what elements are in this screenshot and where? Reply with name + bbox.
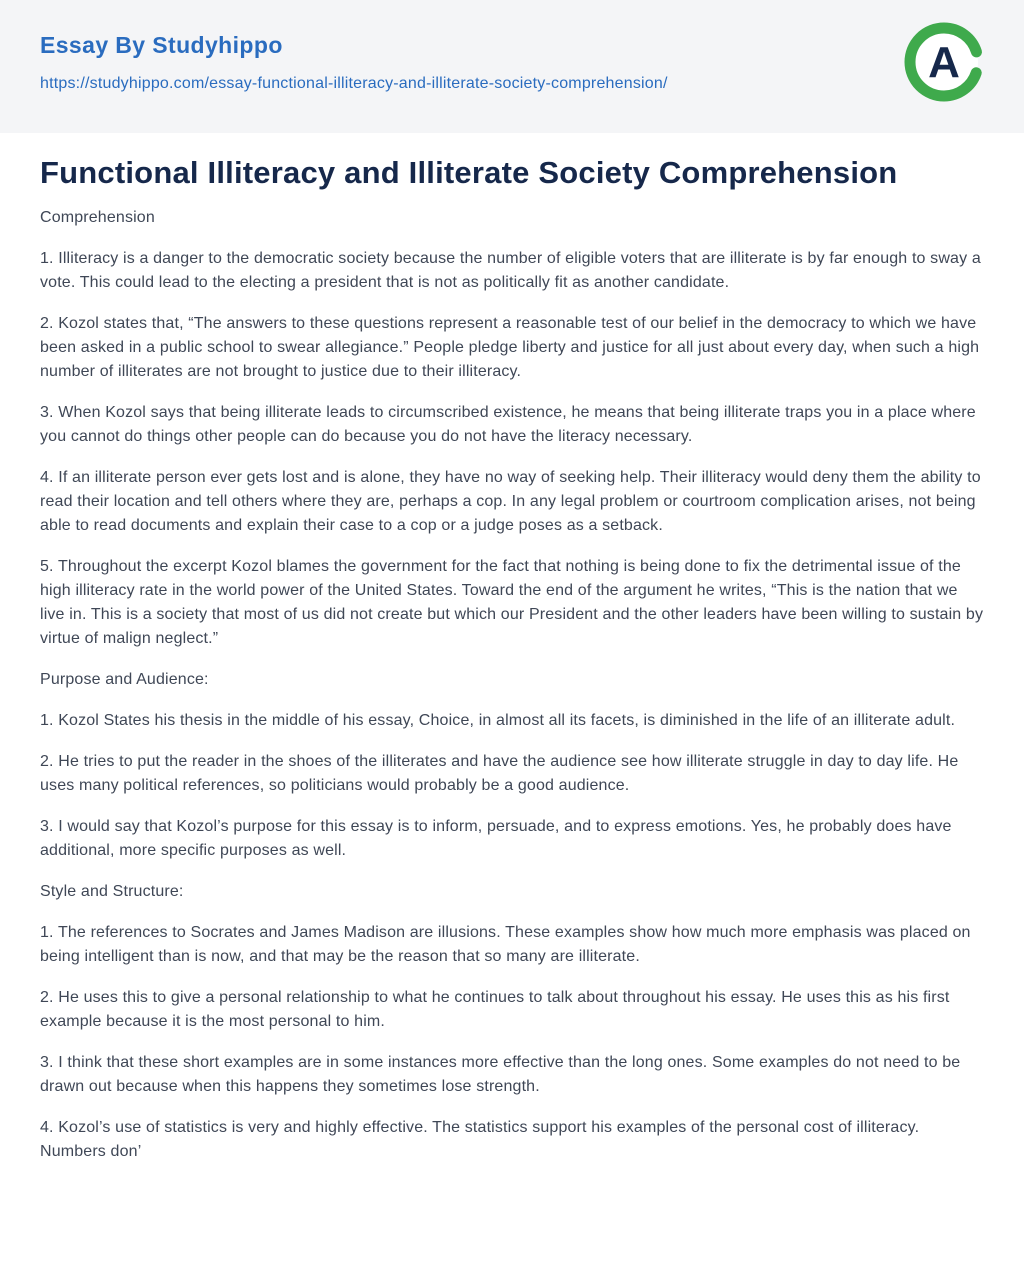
logo-letter: A — [928, 38, 960, 87]
comprehension-answer-5: 5. Throughout the excerpt Kozol blames the government for the fact that nothing is being done to fix the detrimental issue of the high illiteracy rate in the world power of the United States. Toward the end of the argument he writes, “This is the nation that we live in. This is a society that most of us did not create but which our President and the other leaders have been willing to sustain by virtue of malign neglect.” — [40, 557, 984, 647]
section-label-style-structure: Style and Structure: — [40, 882, 184, 900]
section-label-comprehension: Comprehension — [40, 208, 155, 226]
comprehension-answer-1: 1. Illiteracy is a danger to the democratic society because the number of eligible voters that are illiterate is by far enough to sway a vote. This could lead to the electing a president that is not as politically fit as another candidate. — [40, 249, 981, 291]
style-answer-1: 1. The references to Socrates and James Madison are illusions. These examples show how much more emphasis was placed on being intelligent than is now, and that may be the reason that so many are illiterate. — [40, 923, 971, 965]
comprehension-answer-2: 2. Kozol states that, “The answers to these questions represent a reasonable test of our belief in the democracy to which we have been asked in a public school to swear allegiance.” People pledge liberty and justice for all just about every day, when such a high number of illiterates are not brought to justice due to their illiteracy. — [40, 314, 980, 380]
article — [0, 133, 1024, 1164]
page-url-link[interactable]: https://studyhippo.com/essay-functional-illiteracy-and-illiterate-society-comprehension/ — [40, 75, 668, 92]
logo-ring-icon — [904, 22, 984, 102]
purpose-answer-3: 3. I would say that Kozol’s purpose for this essay is to inform, persuade, and to express emotions. Yes, he probably does have additional, more specific purposes as well. — [40, 817, 952, 859]
comprehension-answer-3: 3. When Kozol says that being illiterate leads to circumscribed existence, he means that being illiterate traps you in a place where you cannot do things other people can do because you do not have the literacy necessary. — [40, 403, 976, 445]
style-answer-3: 3. I think that these short examples are in some instances more effective than the long ones. Some examples do not need to be drawn out because when this happens they sometimes lose strength. — [40, 1053, 961, 1095]
studyhippo-logo — [904, 22, 984, 102]
style-answer-4: 4. Kozol’s use of statistics is very and highly effective. The statistics support his examples of the personal cost of illiteracy. Numbers don’ — [40, 1118, 920, 1160]
comprehension-answer-4: 4. If an illiterate person ever gets lost and is alone, they have no way of seeking help. Their illiteracy would deny them the ability to read their location and tell others where they are, perhaps a cop. In any legal problem or courtroom complication arises, not being able to read documents and explain their case to a cop or a judge poses as a setback. — [40, 468, 981, 534]
section-label-purpose-audience: Purpose and Audience: — [40, 670, 209, 688]
site-title: Essay By Studyhippo — [40, 32, 283, 58]
purpose-answer-2: 2. He tries to put the reader in the shoes of the illiterates and have the audience see how illiterate struggle in day to day life. He uses many political references, so politicians would probably be a good audience. — [40, 752, 959, 794]
page-header — [0, 0, 1024, 133]
article-title: Functional Illiteracy and Illiterate Society Comprehension — [40, 155, 898, 190]
purpose-answer-1: 1. Kozol States his thesis in the middle of his essay, Choice, in almost all its facets, is diminished in the life of an illiterate adult. — [40, 711, 956, 729]
style-answer-2: 2. He uses this to give a personal relationship to what he continues to talk about throughout his essay. He uses this as his first example because it is the most personal to him. — [40, 988, 950, 1030]
